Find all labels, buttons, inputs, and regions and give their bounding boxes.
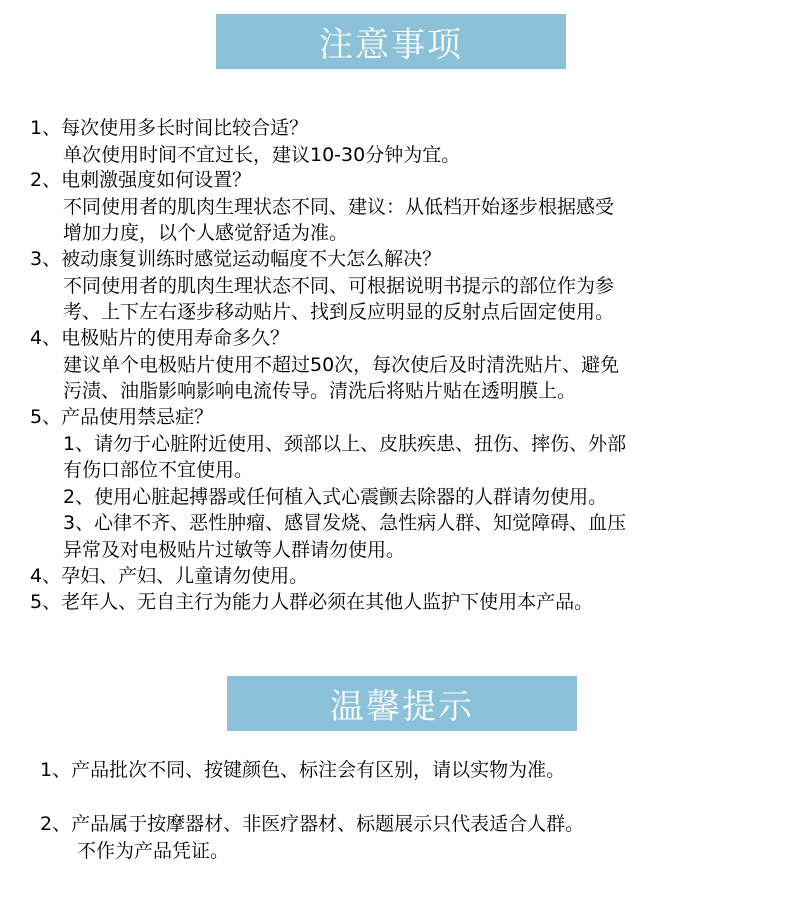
tips-banner [227, 676, 577, 731]
notice-line: 建议单个电极贴片使用不超过50次，每次使后及时清洗贴片、避免 [63, 354, 620, 376]
notice-title: 注意事项 [319, 25, 463, 65]
notice-line: 4、电极贴片的使用寿命多久？ [30, 327, 290, 349]
notice-banner [216, 14, 566, 69]
notice-line: 异常及对电极贴片过敏等人群请勿使用。 [63, 539, 406, 561]
notice-line: 1、请勿于心脏附近使用、颈部以上、皮肤疾患、扭伤、摔伤、外部 [63, 433, 627, 455]
notice-line: 污渍、油脂影响影响电流传导。清洗后将贴片贴在透明膜上。 [63, 380, 577, 402]
tip-line: 不作为产品凭证。 [77, 840, 230, 862]
notice-line: 5、老年人、无自主行为能力人群必须在其他人监护下使用本产品。 [30, 591, 594, 613]
notice-line: 增加力度，以个人感觉舒适为准。 [63, 222, 349, 244]
notice-line: 2、使用心脏起搏器或任何植入式心震颤去除器的人群请勿使用。 [63, 486, 608, 508]
notice-line: 单次使用时间不宜过长，建议10-30分钟为宜。 [63, 144, 461, 166]
notice-line: 3、被动康复训练时感觉运动幅度不大怎么解决？ [30, 248, 442, 270]
notice-line: 2、电刺激强度如何设置？ [30, 169, 252, 191]
notice-line: 1、每次使用多长时间比较合适？ [30, 117, 309, 139]
tip-line: 1、产品批次不同、按键颜色、标注会有区别，请以实物为准。 [40, 759, 566, 781]
tips-title: 温馨提示 [330, 687, 474, 727]
notice-line: 3、心律不齐、恶性肿瘤、感冒发烧、急性病人群、知觉障碍、血压 [63, 512, 627, 534]
notice-line: 不同使用者的肌肉生理状态不同、建议：从低档开始逐步根据感受 [63, 196, 615, 218]
tip-line: 2、产品属于按摩器材、非医疗器材、标题展示只代表适合人群。 [40, 813, 585, 835]
notice-line: 4、孕妇、产妇、儿童请勿使用。 [30, 565, 309, 587]
notice-line: 5、产品使用禁忌症？ [30, 406, 214, 428]
notice-line: 不同使用者的肌肉生理状态不同、可根据说明书提示的部位作为参 [63, 275, 615, 297]
notice-line: 考、上下左右逐步移动贴片、找到反应明显的反射点后固定使用。 [63, 301, 615, 323]
notice-line: 有伤口部位不宜使用。 [63, 459, 254, 481]
